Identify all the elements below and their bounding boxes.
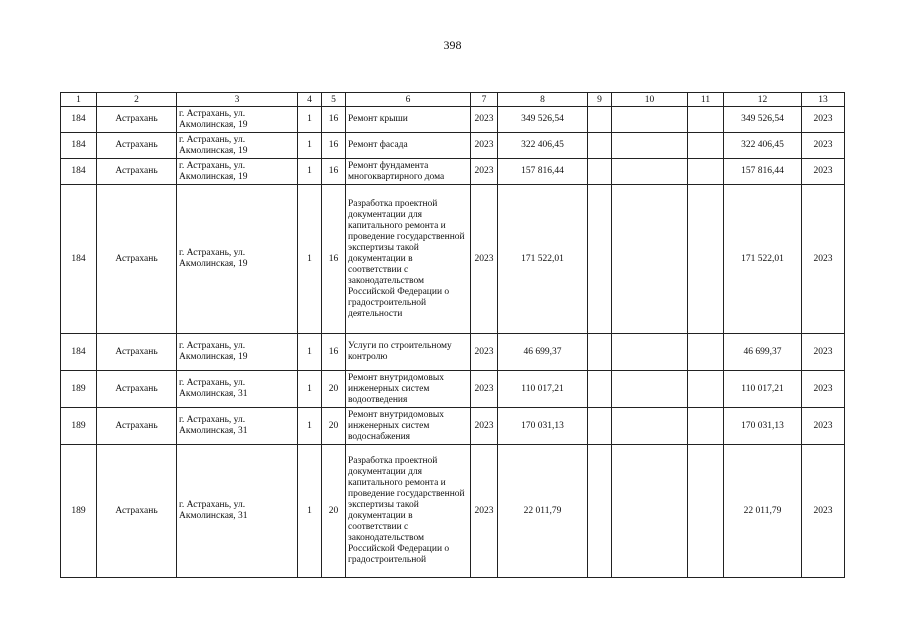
column-header: 5 — [322, 93, 346, 107]
column-header: 13 — [802, 93, 845, 107]
cell-number: 189 — [61, 371, 97, 408]
column-header: 7 — [471, 93, 498, 107]
column-header: 10 — [612, 93, 688, 107]
cell-municipality: Астрахань — [97, 408, 177, 445]
table-row — [61, 334, 845, 371]
cell-end-year: 2023 — [802, 445, 845, 578]
cell-municipality: Астрахань — [97, 445, 177, 578]
table-row — [61, 445, 845, 578]
page-number: 398 — [443, 38, 462, 52]
cell-cost: 46 699,37 — [498, 334, 588, 371]
cell-col9 — [588, 371, 612, 408]
cell-municipality: Астрахань — [97, 107, 177, 133]
cell-cost: 22 011,79 — [498, 445, 588, 578]
cell-year: 2023 — [471, 371, 498, 408]
cell-col4: 1 — [298, 133, 322, 159]
cell-number: 189 — [61, 408, 97, 445]
cell-col11 — [688, 408, 724, 445]
cell-work-type: Ремонт фундамента многоквартирного дома — [346, 159, 471, 185]
cell-address: г. Астрахань, ул. Акмолинская, 19 — [177, 334, 298, 371]
cell-number: 184 — [61, 159, 97, 185]
cell-col9 — [588, 445, 612, 578]
cell-address: г. Астрахань, ул. Акмолинская, 31 — [177, 445, 298, 578]
cell-col4: 1 — [298, 445, 322, 578]
column-header: 8 — [498, 93, 588, 107]
cell-year: 2023 — [471, 107, 498, 133]
cell-work-type: Ремонт внутридомовых инженерных систем водоснабжения — [346, 408, 471, 445]
cell-number: 184 — [61, 185, 97, 334]
cell-col11 — [688, 334, 724, 371]
cell-col10 — [612, 334, 688, 371]
cell-col9 — [588, 133, 612, 159]
cell-col10 — [612, 185, 688, 334]
cell-cost: 349 526,54 — [498, 107, 588, 133]
cell-end-year: 2023 — [802, 133, 845, 159]
column-header: 3 — [177, 93, 298, 107]
cell-address: г. Астрахань, ул. Акмолинская, 19 — [177, 159, 298, 185]
column-header: 11 — [688, 93, 724, 107]
cell-col4: 1 — [298, 185, 322, 334]
cell-municipality: Астрахань — [97, 334, 177, 371]
cell-col5: 16 — [322, 133, 346, 159]
table-row — [61, 107, 845, 133]
cell-cost: 110 017,21 — [498, 371, 588, 408]
cell-total: 322 406,45 — [724, 133, 802, 159]
cell-municipality: Астрахань — [97, 133, 177, 159]
column-header: 9 — [588, 93, 612, 107]
cell-total: 110 017,21 — [724, 371, 802, 408]
cell-number: 189 — [61, 445, 97, 578]
cell-total: 46 699,37 — [724, 334, 802, 371]
cell-municipality: Астрахань — [97, 185, 177, 334]
cell-address: г. Астрахань, ул. Акмолинская, 19 — [177, 185, 298, 334]
cell-col4: 1 — [298, 159, 322, 185]
cell-col11 — [688, 133, 724, 159]
cell-cost: 322 406,45 — [498, 133, 588, 159]
cell-work-type: Ремонт внутридомовых инженерных систем водоотведения — [346, 371, 471, 408]
cell-work-type: Разработка проектной документации для капитального ремонта и проведение государственной экспертизы такой документации в соответствии с законодательством Российской Федерации о градостроительной деятельности — [346, 185, 471, 334]
cell-cost: 170 031,13 — [498, 408, 588, 445]
cell-col11 — [688, 159, 724, 185]
column-header: 6 — [346, 93, 471, 107]
cell-col10 — [612, 159, 688, 185]
cell-municipality: Астрахань — [97, 159, 177, 185]
cell-work-type: Услуги по строительному контролю — [346, 334, 471, 371]
cell-col5: 16 — [322, 107, 346, 133]
cell-address: г. Астрахань, ул. Акмолинская, 31 — [177, 408, 298, 445]
cell-col9 — [588, 185, 612, 334]
cell-col10 — [612, 445, 688, 578]
cell-total: 349 526,54 — [724, 107, 802, 133]
column-header: 1 — [61, 93, 97, 107]
cell-total: 157 816,44 — [724, 159, 802, 185]
table-row — [61, 408, 845, 445]
cell-col5: 16 — [322, 334, 346, 371]
table-header-row — [61, 93, 845, 107]
cell-col4: 1 — [298, 334, 322, 371]
cell-col9 — [588, 159, 612, 185]
cell-col5: 20 — [322, 408, 346, 445]
cell-col10 — [612, 133, 688, 159]
cell-col9 — [588, 408, 612, 445]
cell-municipality: Астрахань — [97, 371, 177, 408]
table-row — [61, 371, 845, 408]
column-header: 2 — [97, 93, 177, 107]
cell-end-year: 2023 — [802, 107, 845, 133]
cell-end-year: 2023 — [802, 408, 845, 445]
cell-work-type: Ремонт крыши — [346, 107, 471, 133]
cell-end-year: 2023 — [802, 185, 845, 334]
cell-year: 2023 — [471, 159, 498, 185]
cell-col11 — [688, 445, 724, 578]
cell-col4: 1 — [298, 408, 322, 445]
cell-number: 184 — [61, 334, 97, 371]
cell-year: 2023 — [471, 334, 498, 371]
cell-total: 22 011,79 — [724, 445, 802, 578]
cell-number: 184 — [61, 133, 97, 159]
cell-col5: 16 — [322, 159, 346, 185]
table-row — [61, 185, 845, 334]
table-row — [61, 133, 845, 159]
cell-total: 171 522,01 — [724, 185, 802, 334]
table-row — [61, 159, 845, 185]
cell-col10 — [612, 107, 688, 133]
cell-year: 2023 — [471, 445, 498, 578]
cell-col9 — [588, 107, 612, 133]
cell-col4: 1 — [298, 371, 322, 408]
cell-col10 — [612, 408, 688, 445]
cell-cost: 171 522,01 — [498, 185, 588, 334]
cell-work-type: Разработка проектной документации для капитального ремонта и проведение государственной экспертизы такой документации в соответствии с законодательством Российской Федерации о градостроительной — [346, 445, 471, 578]
cell-col5: 20 — [322, 371, 346, 408]
cell-cost: 157 816,44 — [498, 159, 588, 185]
capital-repair-table — [60, 92, 845, 578]
cell-address: г. Астрахань, ул. Акмолинская, 19 — [177, 133, 298, 159]
cell-end-year: 2023 — [802, 159, 845, 185]
cell-address: г. Астрахань, ул. Акмолинская, 31 — [177, 371, 298, 408]
cell-address: г. Астрахань, ул. Акмолинская, 19 — [177, 107, 298, 133]
cell-col9 — [588, 334, 612, 371]
cell-col5: 16 — [322, 185, 346, 334]
cell-end-year: 2023 — [802, 371, 845, 408]
cell-col11 — [688, 107, 724, 133]
cell-col5: 20 — [322, 445, 346, 578]
cell-total: 170 031,13 — [724, 408, 802, 445]
column-header: 4 — [298, 93, 322, 107]
cell-end-year: 2023 — [802, 334, 845, 371]
cell-col10 — [612, 371, 688, 408]
cell-year: 2023 — [471, 133, 498, 159]
column-header: 12 — [724, 93, 802, 107]
cell-col4: 1 — [298, 107, 322, 133]
cell-year: 2023 — [471, 408, 498, 445]
cell-col11 — [688, 371, 724, 408]
cell-year: 2023 — [471, 185, 498, 334]
cell-number: 184 — [61, 107, 97, 133]
cell-work-type: Ремонт фасада — [346, 133, 471, 159]
cell-col11 — [688, 185, 724, 334]
